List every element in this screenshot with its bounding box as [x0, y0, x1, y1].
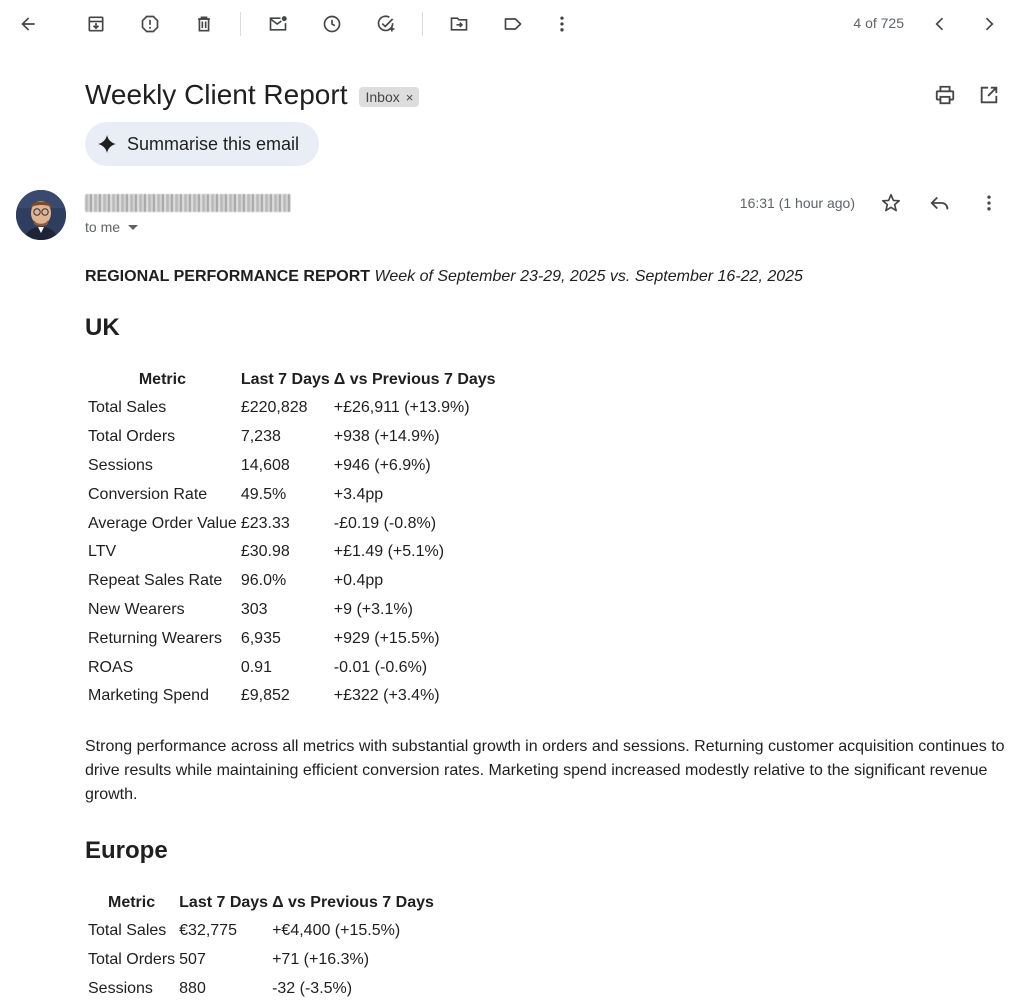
table-row: [86, 624, 498, 653]
value-cell: £220,828: [240, 399, 308, 417]
metric-cell: Returning Wearers: [88, 629, 222, 647]
sparkle-icon: [97, 134, 117, 154]
delta-cell: -0.01 (-0.6%): [333, 658, 428, 676]
metric-cell: Total Orders: [88, 428, 176, 446]
inbox-label-chip[interactable]: [359, 87, 419, 107]
delta-cell: +£322 (+3.4%): [333, 687, 440, 705]
table-row: [86, 946, 436, 975]
column-header-last-7-days: Last 7 Days: [240, 371, 330, 388]
archive-icon[interactable]: [78, 6, 114, 42]
reply-icon[interactable]: [922, 185, 958, 221]
delta-cell: +71 (+16.3%): [272, 950, 370, 968]
email-subject: Weekly Client Report: [85, 79, 348, 110]
table-row: [86, 509, 498, 538]
table-row: [86, 452, 498, 481]
value-cell: 49.5%: [240, 485, 287, 503]
metric-cell: Total Orders: [88, 950, 176, 968]
toolbar-divider: [240, 12, 241, 36]
label-text: Inbox: [365, 89, 400, 105]
metric-cell: Conversion Rate: [88, 485, 208, 503]
value-cell: £30.98: [240, 543, 290, 561]
region-title-europe: Europe: [85, 836, 168, 864]
value-cell: 507: [179, 950, 206, 968]
delete-icon[interactable]: [186, 6, 222, 42]
delta-cell: -£0.19 (-0.8%): [333, 514, 437, 532]
uk-metrics-table: [86, 366, 498, 711]
report-intro: [85, 266, 1005, 288]
value-cell: £23.33: [240, 514, 290, 532]
email-body: [85, 266, 1005, 1003]
value-cell: €32,775: [179, 922, 237, 940]
metric-cell: Marketing Spend: [88, 687, 209, 705]
report-spam-icon[interactable]: [132, 6, 168, 42]
recipient-details-toggle[interactable]: [85, 219, 138, 235]
delta-cell: -32 (-3.5%): [272, 979, 353, 997]
mark-unread-icon[interactable]: [260, 6, 296, 42]
recipient-label: to me: [85, 219, 121, 235]
table-row: [86, 682, 498, 711]
value-cell: 0.91: [240, 658, 272, 676]
table-row: [86, 974, 436, 1003]
toolbar: [0, 0, 1024, 48]
table-row: [86, 917, 436, 946]
subject-row: [85, 78, 419, 112]
table-row: [86, 567, 498, 596]
delta-cell: +€4,400 (+15.5%): [272, 922, 401, 940]
label-icon[interactable]: [495, 6, 531, 42]
delta-cell: +9 (+3.1%): [333, 600, 413, 618]
delta-cell: +0.4pp: [333, 572, 384, 590]
table-row: [86, 538, 498, 567]
back-arrow-icon[interactable]: [10, 6, 46, 42]
column-header-delta: Δ vs Previous 7 Days: [333, 371, 496, 388]
metric-cell: LTV: [88, 543, 117, 561]
delta-cell: +938 (+14.9%): [333, 428, 440, 446]
table-row: [86, 653, 498, 682]
table-row: [86, 423, 498, 452]
open-new-window-icon[interactable]: [971, 77, 1007, 113]
snooze-icon[interactable]: [314, 6, 350, 42]
delta-cell: +946 (+6.9%): [333, 456, 431, 474]
message-more-vert-icon[interactable]: [971, 185, 1007, 221]
report-period: Week of September 23-29, 2025 vs. September 16-22, 2025: [374, 268, 803, 285]
value-cell: 7,238: [240, 428, 281, 446]
column-header-delta: Δ vs Previous 7 Days: [272, 893, 434, 911]
metric-cell: Average Order Value: [88, 514, 237, 532]
caret-down-icon: [128, 225, 138, 230]
column-header-metric: Metric: [138, 371, 186, 388]
add-task-icon[interactable]: [368, 6, 404, 42]
metric-cell: Total Sales: [88, 922, 167, 940]
metric-cell: Sessions: [88, 456, 153, 474]
star-icon[interactable]: [873, 185, 909, 221]
chevron-left-icon[interactable]: [922, 6, 958, 42]
remove-label-icon[interactable]: ×: [405, 89, 414, 105]
value-cell: 96.0%: [240, 572, 287, 590]
email-timestamp: 16:31 (1 hour ago): [739, 195, 855, 211]
more-vert-icon[interactable]: [544, 6, 580, 42]
move-to-icon[interactable]: [441, 6, 477, 42]
page-count: 4 of 725: [853, 15, 904, 31]
summarise-label: Summarise this email: [127, 133, 300, 154]
table-header-row: [86, 889, 436, 917]
metric-cell: New Wearers: [88, 600, 185, 618]
column-header-metric: Metric: [108, 893, 156, 911]
report-heading: REGIONAL PERFORMANCE REPORT: [85, 268, 371, 285]
uk-summary: Strong performance across all metrics with substantial growth in orders and sessions. Returning customer acquisition continues to drive results while maintaining efficient conversion rates. Marketing spend increased modestly relative to the significant revenue growth.: [85, 737, 1005, 803]
metric-cell: ROAS: [88, 658, 134, 676]
delta-cell: +929 (+15.5%): [333, 629, 440, 647]
avatar[interactable]: [16, 190, 66, 240]
table-header-row: [86, 366, 498, 394]
column-header-last-7-days: Last 7 Days: [179, 893, 269, 911]
value-cell: 6,935: [240, 629, 281, 647]
europe-metrics-table: [86, 889, 436, 1003]
region-title-uk: UK: [85, 314, 120, 341]
delta-cell: +3.4pp: [333, 485, 384, 503]
toolbar-divider: [422, 12, 423, 36]
delta-cell: +£1.49 (+5.1%): [333, 543, 445, 561]
table-row: [86, 394, 498, 423]
value-cell: 303: [240, 600, 268, 618]
print-icon[interactable]: [927, 77, 963, 113]
value-cell: £9,852: [240, 687, 290, 705]
metric-cell: Total Sales: [88, 399, 167, 417]
table-row: [86, 596, 498, 625]
sender-address-redacted[interactable]: [85, 194, 291, 212]
metric-cell: Sessions: [88, 979, 153, 997]
summarise-button[interactable]: [85, 122, 319, 166]
value-cell: 880: [179, 979, 206, 997]
value-cell: 14,608: [240, 456, 290, 474]
delta-cell: +£26,911 (+13.9%): [333, 399, 470, 417]
metric-cell: Repeat Sales Rate: [88, 572, 223, 590]
chevron-right-icon[interactable]: [971, 6, 1007, 42]
table-row: [86, 480, 498, 509]
